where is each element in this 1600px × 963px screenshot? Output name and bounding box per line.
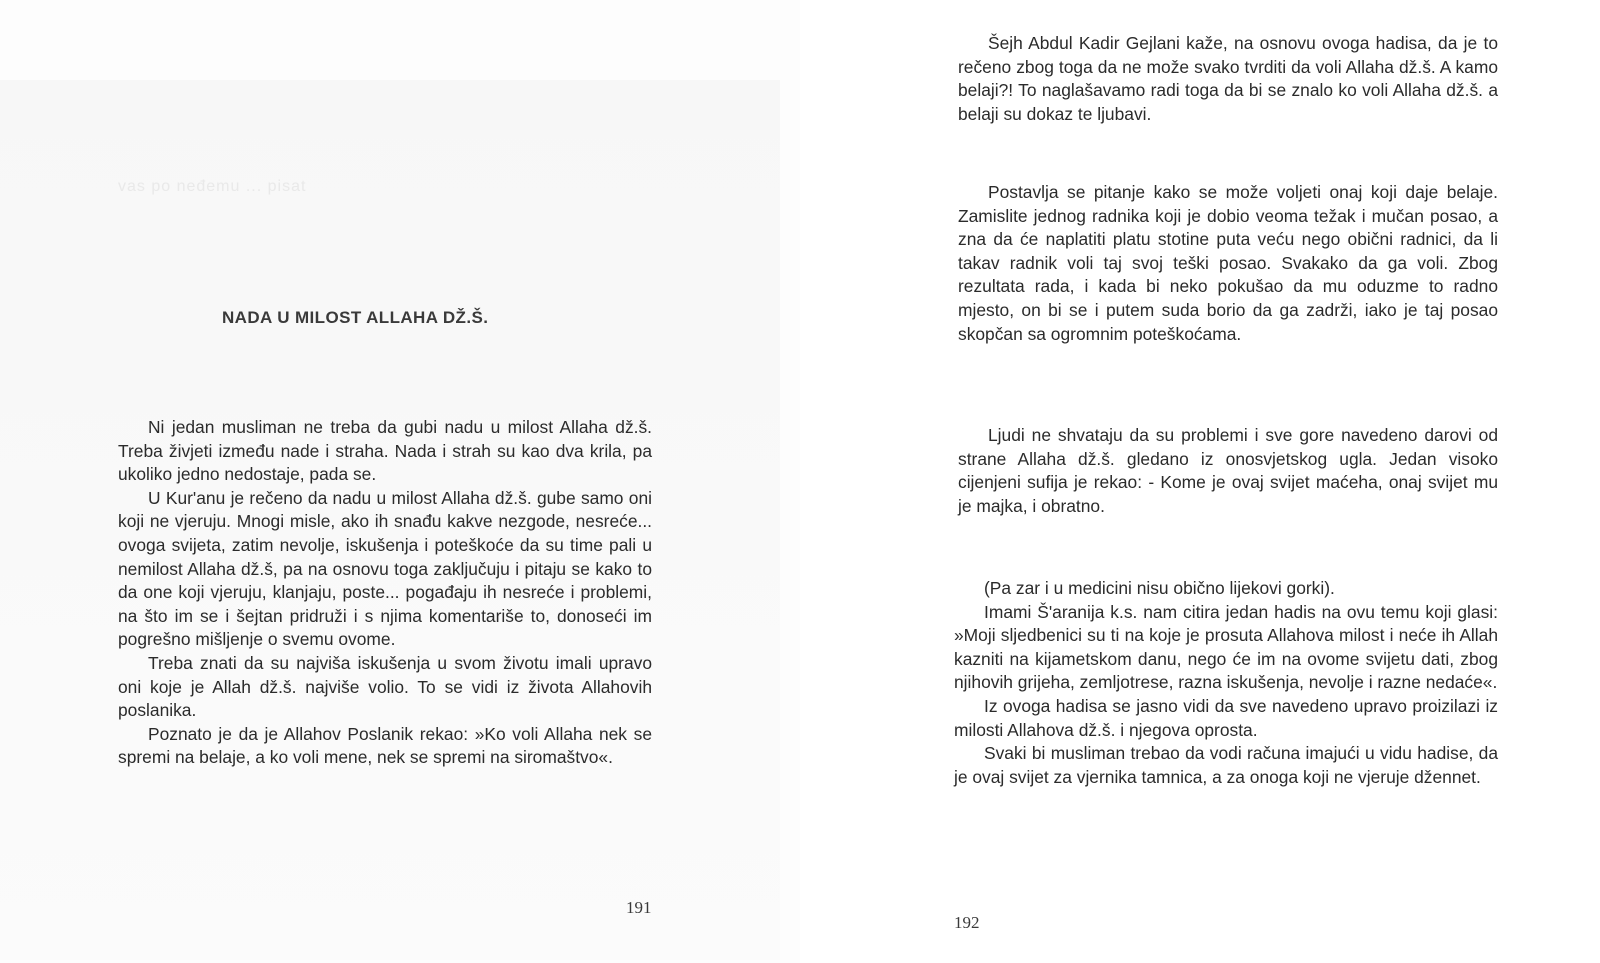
paragraph: Iz ovoga hadisa se jasno vidi da sve navedeno upravo proizilazi iz milosti Allahova dž.š. i njegova oprosta. — [954, 695, 1498, 740]
right-block-3 — [958, 424, 1498, 518]
paragraph: Postavlja se pitanje kako se može voljeti onaj koji daje belaje. Zamislite jednog radnika koji je dobio veoma težak i mučan posao, a zna da će naplatiti platu stotine puta veću nego obični radnici, da li takav radnik voli taj svoj teški posao. Svakako da ga voli. Zbog rezultata rada, i kada bi neko pokušao da mu oduzme to radno mjesto, on bi se i putem suda borio da ga zadrži, iako je taj posao skopčan sa ogromnim poteškoćama. — [958, 182, 1498, 344]
paragraph: Svaki bi musliman trebao da vodi računa imajući u vidu hadise, da je ovaj svijet za vjernika tamnica, a za onoga koji ne vjeruje džennet. — [954, 743, 1498, 787]
right-block-4 — [954, 577, 1498, 789]
page-number-right: 192 — [954, 913, 980, 932]
bleed-through-text: vas po neđemu ... pisat — [118, 178, 307, 195]
paragraph: (Pa zar i u medicini nisu obično lijekovi gorki). — [984, 578, 1335, 598]
paragraph: Ni jedan musliman ne treba da gubi nadu u milost Allaha dž.š. Treba živjeti između nade i straha. Nada i strah su kao dva krila, pa ukoliko jedno nedostaje, pada se. — [118, 417, 652, 485]
left-body-text — [118, 416, 652, 770]
chapter-title: NADA U MILOST ALLAHA DŽ.Š. — [222, 308, 489, 327]
paragraph: Ljudi ne shvataju da su problemi i sve gore navedeno darovi od strane Allaha dž.š. gledano iz onosvjetskog ugla. Jedan visoko cijenjeni sufija je rekao: - Kome je ovaj svijet maćeha, onaj svijet mu je majka, i obratno. — [958, 425, 1498, 516]
page-number-left: 191 — [626, 898, 652, 917]
paragraph: Šejh Abdul Kadir Gejlani kaže, na osnovu ovoga hadisa, da je to rečeno zbog toga da ne može svako tvrditi da voli Allaha dž.š. A kamo belaji?! To naglašavamo radi toga da bi se znalo ko voli Allaha dž.š. a belaji su dokaz te ljubavi. — [958, 33, 1498, 124]
paragraph: Treba znati da su najviša iskušenja u svom životu imali upravo oni koje je Allah dž.š. najviše volio. To se vidi iz života Allahovih poslanika. — [118, 652, 652, 721]
paragraph: Imami Š'aranija k.s. nam citira jedan hadis na ovu temu koji glasi: »Moji sljedbenici su ti na koje je prosuta Allahova milost i neće ih Allah kazniti na kijametskom danu, nego će im na ovome svijetu dati, zbog njihovih grijeha, zemljotrese, razna iskušenja, nevolje i razne nedaće«. — [954, 601, 1498, 693]
paragraph: U Kur'anu je rečeno da nadu u milost Allaha dž.š. gube samo oni koji ne vjeruju. Mnogi misle, ako ih snađu kakve nezgode, nesreće... ovoga svijeta, zatim nevolje, iskušenja i poteškoće da su time pali u nemilost Allaha dž.š, pa na osnovu toga zaključuju i pitaju se kako to da one koji vjeruju, klanjaju, poste... pogađaju ih nesreće i problemi, na što im se i šejtan pridruži i s njima komentariše to, donoseći im pogrešno mišljenje o svemu ovome. — [118, 487, 652, 650]
right-block-2 — [958, 181, 1498, 346]
right-block-1 — [958, 32, 1498, 126]
paragraph: Poznato je da je Allahov Poslanik rekao: »Ko voli Allaha nek se spremi na belaje, a ko voli mene, nek se spremi na siromaštvo«. — [118, 723, 652, 768]
